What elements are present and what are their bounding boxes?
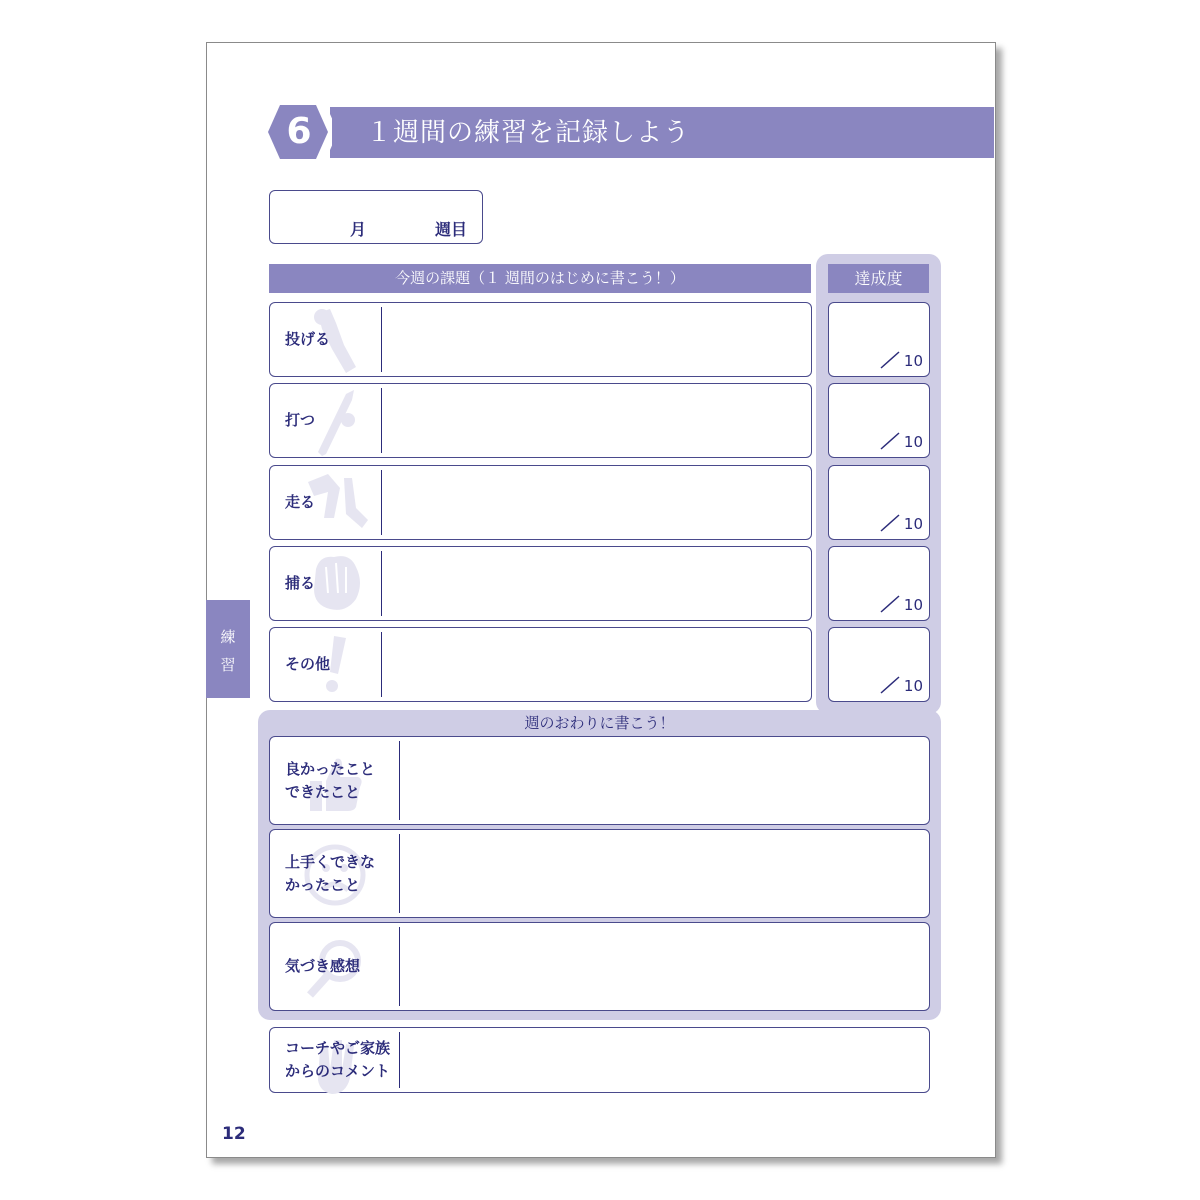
slash-mark: [879, 675, 901, 695]
goal-label: 走る: [285, 493, 316, 511]
denominator: 10: [903, 596, 923, 614]
goal-row-other[interactable]: [269, 627, 812, 702]
reflection-label: 気づき感想: [285, 957, 361, 975]
slash-mark: [879, 431, 901, 451]
denominator: 10: [903, 433, 923, 451]
goal-label: その他: [285, 655, 331, 673]
slash-mark: [879, 594, 901, 614]
divider: [381, 470, 382, 535]
reflection-label: 良かったこと: [285, 760, 376, 778]
goal-label: 投げる: [285, 330, 331, 348]
achievement-box[interactable]: [828, 302, 930, 377]
divider: [399, 1032, 400, 1088]
achievement-box[interactable]: [828, 627, 930, 702]
slash-mark: [879, 350, 901, 370]
achievement-box[interactable]: [828, 465, 930, 540]
goal-row-run[interactable]: [269, 465, 812, 540]
goal-row-catch[interactable]: [269, 546, 812, 621]
side-tab-char: 習: [220, 656, 236, 674]
page-number: 12: [222, 1124, 246, 1144]
denominator: 10: [903, 677, 923, 695]
slash-mark: [879, 513, 901, 533]
comment-row[interactable]: [269, 1027, 930, 1093]
goal-row-throw[interactable]: [269, 302, 812, 377]
reflection-row-bad[interactable]: [269, 829, 930, 918]
achievement-header: 達成度: [828, 264, 929, 293]
goal-row-bat[interactable]: [269, 383, 812, 458]
divider: [399, 834, 400, 913]
reflection-row-notice[interactable]: [269, 922, 930, 1011]
divider: [381, 307, 382, 372]
reflection-row-good[interactable]: [269, 736, 930, 825]
month-label: 月: [350, 220, 367, 239]
divider: [381, 388, 382, 453]
end-of-week-header: 週のおわりに書こう！: [524, 714, 675, 732]
week-label: 週目: [435, 220, 468, 239]
denominator: 10: [903, 515, 923, 533]
goal-label: 打つ: [285, 411, 316, 429]
divider: [381, 632, 382, 697]
goal-label: 捕る: [285, 574, 316, 592]
achievement-box[interactable]: [828, 546, 930, 621]
reflection-label: できたこと: [285, 783, 361, 801]
divider: [381, 551, 382, 616]
side-tab-char: 練: [220, 628, 236, 646]
divider: [399, 741, 400, 820]
side-tab: [206, 600, 250, 698]
goals-header: 今週の課題（１ 週間のはじめに書こう！）: [269, 264, 811, 293]
reflection-label: 上手くできな: [285, 853, 376, 871]
section-number: 6: [286, 111, 312, 152]
reflection-label: かったこと: [285, 876, 361, 894]
page-title: １週間の練習を記録しよう: [366, 118, 691, 148]
denominator: 10: [903, 352, 923, 370]
achievement-box[interactable]: [828, 383, 930, 458]
comment-label: コーチやご家族: [285, 1039, 391, 1057]
comment-label: からのコメント: [285, 1062, 391, 1080]
divider: [399, 927, 400, 1006]
